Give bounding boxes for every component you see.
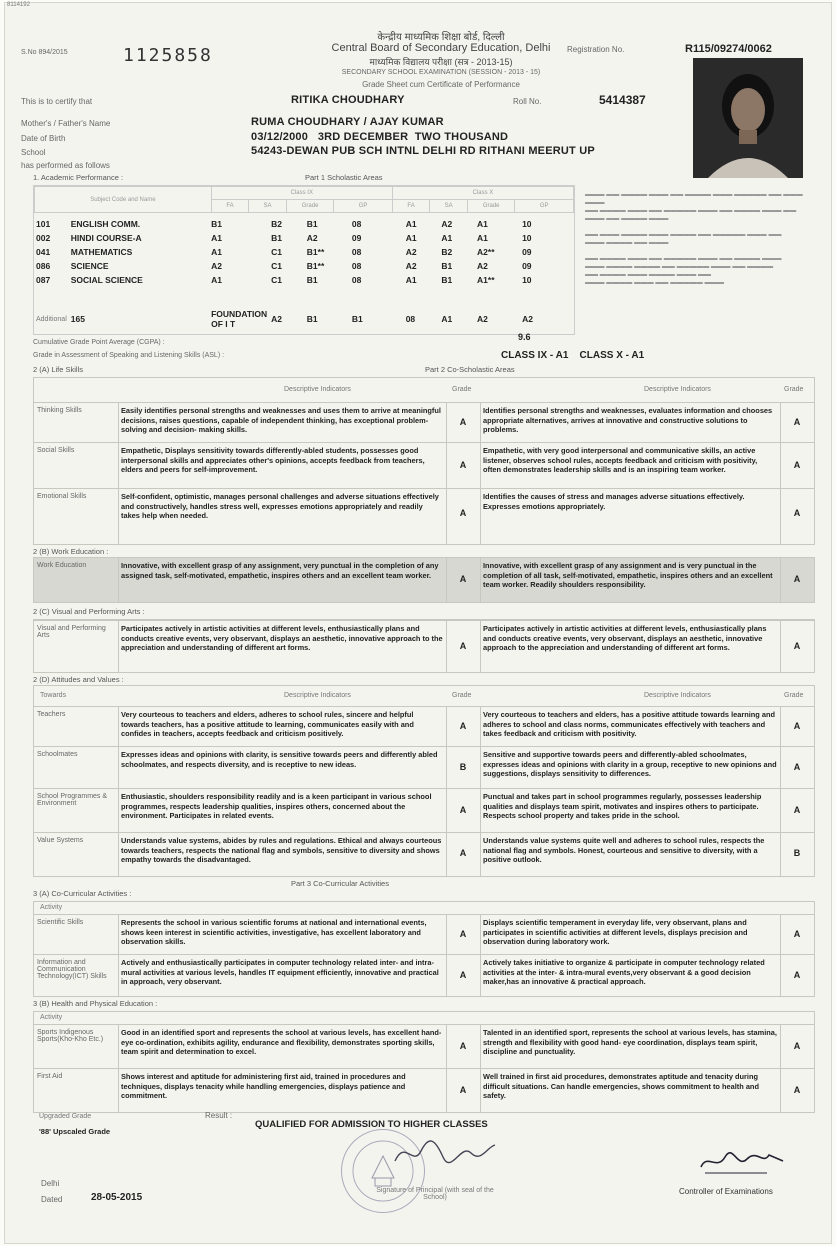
subject-g10a: A1 xyxy=(405,275,417,285)
subject-code: 041 xyxy=(36,247,51,257)
class9-indicator: Participates actively in artistic activities at different levels, enthusiastically plans and conducts creative events, very observant, displays an aesthetic, innovative approach to the appreciation and understanding of different art forms. xyxy=(121,624,443,652)
column-divider xyxy=(446,1024,447,1112)
attitudes-header xyxy=(34,686,814,707)
subject-gp9: 08 xyxy=(351,275,362,285)
class9-indicator: Easily identifies personal strengths and weaknesses and uses them to arrive at meaningful decisions, raises questions, capable of independent thinking, has exceptional problem- solving and decision- making skills. xyxy=(121,406,441,434)
additional-g9c: B1 xyxy=(351,314,363,324)
class10-indicator: Punctual and takes part in school programmes regularly, possesses leadership qualities and displays team spirit, motivates and inspires others to participate. Respects school property and takes pride in the school. xyxy=(483,792,762,820)
column-divider xyxy=(118,1024,119,1112)
upgraded-label: Upgraded Grade xyxy=(39,1113,92,1120)
upgraded-note: '88' Upscaled Grade xyxy=(39,1127,111,1136)
att-grade-header-9: Grade xyxy=(452,692,472,699)
additional-gp9: 08 xyxy=(405,314,416,324)
class9-grade: A xyxy=(459,574,467,584)
school-label: School xyxy=(21,148,46,157)
asl-grade: CLASS IX - A1 CLASS X - A1 xyxy=(501,350,645,361)
class10-grade: A xyxy=(793,574,801,584)
row-label: Social Skills xyxy=(37,447,75,454)
subject-name: SCIENCE xyxy=(70,261,109,271)
subject-gp10: 10 xyxy=(522,275,532,285)
serial-label: S.No 894/2015 xyxy=(21,49,68,56)
descriptor-row xyxy=(34,488,814,539)
subject-g10c: A2 xyxy=(477,261,488,271)
roll-label: Roll No. xyxy=(513,97,542,106)
class10-indicator: Actively takes initiative to organize & participate in computer technology related activities at the inter- & intra-mural events,very observant & a good decision maker,has an innovative & practical approach. xyxy=(483,958,765,986)
column-divider xyxy=(118,402,119,544)
column-divider xyxy=(480,1024,481,1112)
class9-indicator: Very courteous to teachers and elders, adheres to school rules, sincere and helpful towards teachers, has a positive attitude to learning, communicates easily with and confides in teachers, accepts feedback and criticism positively. xyxy=(121,710,414,738)
descriptor-row xyxy=(34,402,814,443)
exam-name-hindi: माध्यमिक विद्यालय परीक्षा (सत्र - 2013-15) xyxy=(369,57,513,67)
roll-number: 5414387 xyxy=(599,93,646,107)
part3-title: Part 3 Co-Curricular Activities xyxy=(291,879,389,888)
subject-code: 087 xyxy=(36,275,51,285)
additional-row xyxy=(34,309,574,329)
column-divider xyxy=(446,620,447,672)
att-grade-header-10: Grade xyxy=(784,692,804,699)
row-label: Scientific Skills xyxy=(37,919,84,926)
class10-grade: A xyxy=(793,929,801,939)
class10-header: Class X xyxy=(392,187,573,200)
row-label: Visual and Performing Arts xyxy=(37,625,106,639)
certify-label: This is to certify that xyxy=(21,97,93,106)
subject-g10a: A2 xyxy=(405,247,417,257)
additional-g9b: B1 xyxy=(306,314,318,324)
date-label: Dated xyxy=(41,1195,63,1204)
column-divider xyxy=(480,402,481,544)
registration-number: R115/09274/0062 xyxy=(685,43,772,55)
descriptor-row xyxy=(34,746,814,789)
column-divider xyxy=(118,706,119,876)
class9-indicator: Actively and enthusiastically participates in computer technology related inter- and intra-mural activities at various levels, handles IT equipment efficiently, innovative and practical in approach, very observant. xyxy=(121,958,439,986)
column-divider xyxy=(446,914,447,996)
subject-gp10: 10 xyxy=(522,219,532,229)
board-name: Central Board of Secondary Education, Delhi xyxy=(331,42,551,54)
work-education-label: 2 (B) Work Education : xyxy=(33,547,109,556)
grading-notes: ▬▬▬ ▬▬ ▬▬▬▬ ▬▬▬ ▬▬ ▬▬▬▬ ▬▬▬ ▬▬▬▬▬ ▬▬ ▬▬▬ ▬▬▬ ▬▬ ▬▬▬▬ ▬▬▬ ▬▬ ▬▬▬▬▬ ▬▬▬ ▬▬ ▬▬▬▬ ▬▬▬ ▬▬ ▬▬▬ ▬▬ ▬▬▬▬ ▬▬▬ ▬▬ ▬▬▬ ▬▬▬▬ ▬▬▬ ▬▬▬▬ ▬▬ ▬▬▬▬▬ ▬▬▬ ▬▬ ▬▬▬ ▬▬▬▬ ▬▬ ▬▬▬ ▬▬ ▬▬▬▬ ▬▬▬ ▬▬ ▬▬▬▬▬ ▬▬▬ ▬▬ ▬▬▬▬ ▬▬▬ ▬▬▬ ▬▬▬▬ ▬▬▬▬ ▬▬ ▬▬▬▬▬ ▬▬▬ ▬▬ ▬▬▬▬ ▬▬ ▬▬▬▬ ▬▬▬ ▬▬▬▬ ▬▬▬ ▬▬ ▬▬▬ ▬▬▬▬ ▬▬▬ ▬▬ ▬▬▬▬▬ ▬▬▬ xyxy=(585,191,803,286)
towards-header: Towards xyxy=(40,692,67,699)
class10-indicator: Very courteous to teachers and elders, has a positive attitude towards learning and adheres to school and class norms, communicates effectively with teachers and takes feedback and criticism with positivity. xyxy=(483,710,776,738)
subject-g9b: C1 xyxy=(271,275,283,285)
subject-g9c: B1** xyxy=(306,247,325,257)
subject-row xyxy=(34,259,574,273)
cgpa-value: 9.6 xyxy=(518,332,531,342)
spacer-row xyxy=(34,287,574,309)
subject-g9b: C1 xyxy=(271,261,283,271)
class10-indicator: Sensitive and supportive towards peers and differently-abled schoolmates, expresses ideas and opinions with clarity in a group, receptive to new opinions and suggestions, displays sensitivity to differences. xyxy=(483,750,777,778)
subject-name: MATHEMATICS xyxy=(70,247,133,257)
class9-indicator: Good in an identified sport and represents the school at various levels, has excellent hand-eye co-ordination, exhibits agility, endurance and flexibility, demonstrates sporting skills, team spirit and determination to excel. xyxy=(121,1028,442,1056)
subject-g9a: A1 xyxy=(211,247,222,257)
performance-label: has performed as follows xyxy=(21,161,110,170)
subject-g9b: C1 xyxy=(271,247,283,257)
subject-g9a: B1 xyxy=(211,219,222,229)
subject-gp10: 10 xyxy=(522,233,532,243)
class9-grade: A xyxy=(459,641,467,651)
class10-indicator: Talented in an identified sport, represents the school at various levels, has stamina, strength and flexibility with good hand- eye coordination, displays team spirit, discipline and punctuality. xyxy=(483,1028,777,1056)
additional-name: FOUNDATION OF I T xyxy=(211,309,268,329)
principal-signature xyxy=(391,1133,501,1178)
controller-signature xyxy=(697,1143,787,1184)
life-skills-label: 2 (A) Life Skills xyxy=(33,365,84,374)
additional-g10c: A2 xyxy=(522,314,533,324)
class9-grade: A xyxy=(459,721,467,731)
subject-g10a: A2 xyxy=(405,261,417,271)
class10-indicator: Well trained in first aid procedures, demonstrates aptitude and tenacity during difficult situations. Can handle emergencies, shows commitment to health and safety. xyxy=(483,1072,759,1100)
subject-gp9: 08 xyxy=(351,247,362,257)
class9-indicator: Innovative, with excellent grasp of any assignment, very punctual in the completion of any assigned task, self-motivated, empathetic, inspires others and an excellent team worker. xyxy=(121,561,439,580)
attitudes-label: 2 (D) Attitudes and Values : xyxy=(33,675,124,684)
column-divider xyxy=(446,402,447,544)
descriptor-row xyxy=(34,1068,814,1113)
parents-name: RUMA CHOUDHARY / AJAY KUMAR xyxy=(251,116,444,128)
class10-grade: A xyxy=(793,805,801,815)
candidate-name: RITIKA CHOUDHARY xyxy=(291,94,405,106)
subject-code: 002 xyxy=(36,233,51,243)
att-desc-header-10: Descriptive Indicators xyxy=(644,692,711,699)
subject-name: ENGLISH COMM. xyxy=(70,219,141,229)
subject-g9a: A2 xyxy=(211,261,222,271)
corner-code: 8114192 xyxy=(7,2,30,8)
subject-row xyxy=(34,231,574,245)
class9-indicator: Empathetic, Displays sensitivity towards differently-abled students, possesses good interpersonal skills and appreciates other's opinions, accepts feedback from teachers, elders and peers for self-improvement. xyxy=(121,446,425,474)
column-divider xyxy=(446,558,447,602)
subject-g10c: A1 xyxy=(477,219,488,229)
subject-gp9: 08 xyxy=(351,219,362,229)
row-label: Teachers xyxy=(37,711,66,718)
desc-header-9: Descriptive Indicators xyxy=(284,386,351,393)
controller-label: Controller of Examinations xyxy=(679,1187,773,1196)
subject-name: HINDI COURSE-A xyxy=(70,233,142,243)
visual-arts-label: 2 (C) Visual and Performing Arts : xyxy=(33,607,145,616)
board-name-hindi: केन्द्रीय माध्यमिक शिक्षा बोर्ड, दिल्ली xyxy=(377,32,505,43)
class9-grade: A xyxy=(459,508,467,518)
class10-grade: A xyxy=(793,508,801,518)
descriptor-row xyxy=(34,914,814,955)
cocurricular-label: 3 (A) Co-Curricular Activities : xyxy=(33,889,132,898)
class9-grade: A xyxy=(459,805,467,815)
asl-label: Grade in Assessment of Speaking and Listening Skills (ASL) : xyxy=(33,352,225,359)
row-label: Information and Communication Technology(ICT) Skills xyxy=(37,959,107,980)
descriptor-row xyxy=(34,954,814,997)
column-divider xyxy=(780,914,781,996)
subject-g10b: B1 xyxy=(441,275,453,285)
class10-grade: B xyxy=(793,848,801,858)
class9-indicator: Understands value systems, abides by rules and regulations. Ethical and always courteous towards teachers, respects the national flag and symbols, sensitive to diversity and shows empathy towards the disadvantaged. xyxy=(121,836,442,864)
column-divider xyxy=(780,620,781,672)
grade-header-10: Grade xyxy=(784,386,804,393)
additional-name: 165 xyxy=(70,314,85,324)
desc-header-10: Descriptive Indicators xyxy=(644,386,711,393)
subject-g10a: A1 xyxy=(405,219,417,229)
class9-grade: B xyxy=(459,762,467,772)
class10-indicator: Understands value systems quite well and adheres to school rules, respects the national flag and symbols. Honest, courteous and sensitive to diversity, with a positive outlook. xyxy=(483,836,765,864)
subject-g9c: B1 xyxy=(306,219,318,229)
column-divider xyxy=(480,706,481,876)
registration-label: Registration No. xyxy=(567,45,625,54)
descriptor-row xyxy=(34,1024,814,1069)
column-divider xyxy=(480,914,481,996)
grade-header-9: Grade xyxy=(452,386,472,393)
subject-code: 086 xyxy=(36,261,51,271)
descriptor-row xyxy=(34,706,814,747)
subject-g9c: B1 xyxy=(306,275,318,285)
class10-grade: A xyxy=(793,1041,801,1051)
column-divider xyxy=(780,558,781,602)
class10-grade: A xyxy=(793,1085,801,1095)
additional-label: Additional xyxy=(36,315,67,323)
additional-g9a: A2 xyxy=(271,314,283,324)
health-table xyxy=(33,1011,815,1113)
descriptor-row xyxy=(34,620,814,673)
row-label: School Programmes & Environment xyxy=(37,793,108,807)
part1-title: Part 1 Scholastic Areas xyxy=(305,173,383,182)
cocurricular-table xyxy=(33,901,815,997)
subject-g10b: A1 xyxy=(441,233,453,243)
row-label: Emotional Skills xyxy=(37,493,87,500)
class9-header: Class IX xyxy=(211,187,392,200)
descriptor-row xyxy=(34,832,814,875)
column-divider xyxy=(480,620,481,672)
candidate-photo xyxy=(693,58,803,178)
class10-indicator: Participates actively in artistic activities at different levels, enthusiastically plans and conducts creative events, very observant, displays an aesthetic, innovative approach to the appreciation and understanding of different art forms. xyxy=(483,624,767,652)
part2-title: Part 2 Co-Scholastic Areas xyxy=(425,365,515,374)
column-divider xyxy=(118,914,119,996)
subject-gp10: 09 xyxy=(522,247,532,257)
subject-code: 101 xyxy=(36,219,51,229)
subject-name: SOCIAL SCIENCE xyxy=(70,275,143,285)
class10-grade: A xyxy=(793,641,801,651)
subject-g9c: A2 xyxy=(306,233,318,243)
health-label: 3 (B) Health and Physical Education : xyxy=(33,999,158,1008)
class9-grade: A xyxy=(459,929,467,939)
result-value: QUALIFIED FOR ADMISSION TO HIGHER CLASSES xyxy=(255,1119,488,1130)
subject-g10c: A1 xyxy=(477,233,488,243)
subject-g10b: B1 xyxy=(441,261,453,271)
subject-g10b: B2 xyxy=(441,247,453,257)
class9-indicator: Enthusiastic, shoulders responsibility readily and is a keen participant in various school programmes, respects leadership qualities, inspires others, concerned about the environment. Participates in related events. xyxy=(121,792,432,820)
column-divider xyxy=(118,558,119,602)
date-of-birth: 03/12/2000 3RD DECEMBER TWO THOUSAND xyxy=(251,131,509,143)
column-divider xyxy=(118,620,119,672)
class9-indicator: Expresses ideas and opinions with clarity, is sensitive towards peers and differently abled schoolmates, and respects diversity, and is receptive to new ideas. xyxy=(121,750,438,769)
subject-row xyxy=(34,273,574,287)
dob-label: Date of Birth xyxy=(21,134,66,143)
class9-grade: A xyxy=(459,460,467,470)
subject-g10a: A1 xyxy=(405,233,417,243)
place-label: Delhi xyxy=(41,1179,60,1188)
subject-header: Subject Code and Name xyxy=(35,187,212,213)
class10-indicator: Empathetic, with very good interpersonal and communicative skills, an active listener, observes school rules, accepts feedback and criticism with positivity, often demonstrates leadership skills and is an inspiring team worker. xyxy=(483,446,758,474)
class10-grade: A xyxy=(793,417,801,427)
class10-grade: A xyxy=(793,460,801,470)
additional-g10a: A1 xyxy=(441,314,453,324)
subject-g10b: A2 xyxy=(441,219,453,229)
class9-indicator: Self-confident, optimistic, manages personal challenges and adverse situations effectively and constructively, handles stress well, expresses emotions appropriately and readily takes help when needed. xyxy=(121,492,439,520)
class9-grade: A xyxy=(459,417,467,427)
academic-performance-label: 1. Academic Performance : xyxy=(33,173,124,182)
class10-grade: A xyxy=(793,970,801,980)
class10-indicator: Identifies personal strengths and weaknesses, evaluates information and chooses appropriate alternatives, arrives at innovative and constructive solutions to problems. xyxy=(483,406,773,434)
marks-table: Subject Code and Name Class IX Class X FA SA Grade GP FA SA Grade GP 101 ENGLISH COMM. B1 B2 B1 08 A1 A2 A1 10 002 HINDI COURSE-A A1 B1 A2 09 A1 A1 A1 10 041 MATHEMATICS A1 C1 B1** 08 A2 B2 A2** 09 086 SCIENCE A2 C1 B1** 08 A2 B1 A2 09 087 SOCIAL SCIENCE A1 C1 B1 08 A1 B1 A1** 10 Additional 165 FOUNDATION OF I T A2 B1 B1 08 A1 A2 A2 xyxy=(33,185,575,335)
column-divider xyxy=(780,1024,781,1112)
descriptor-row xyxy=(34,788,814,833)
row-label: Sports Indigenous Sports(Kho-Kho Etc.) xyxy=(37,1029,104,1043)
subject-row xyxy=(34,245,574,259)
grade-sheet-certificate xyxy=(4,2,832,1244)
exam-name: SECONDARY SCHOOL EXAMINATION (SESSION - 2013 - 15) xyxy=(341,69,541,76)
life-skills-table xyxy=(33,377,815,545)
attitudes-table xyxy=(33,685,815,877)
activity-header: Activity xyxy=(40,904,63,911)
class9-indicator: Represents the school in various scientific forums at national and international events, shows keen interest in scientific activities, investigative, has excellent laboratory and observation skills. xyxy=(121,918,427,946)
cgpa-label: Cumulative Grade Point Average (CGPA) : xyxy=(33,339,165,346)
issue-date: 28-05-2015 xyxy=(91,1192,143,1203)
row-label: Work Education xyxy=(37,562,87,569)
result-label: Result : xyxy=(205,1111,233,1120)
certificate-title: Grade Sheet cum Certificate of Performance xyxy=(362,80,520,89)
health-activity-header: Activity xyxy=(40,1014,63,1021)
column-divider xyxy=(780,706,781,876)
row-label: Schoolmates xyxy=(37,751,78,758)
column-divider xyxy=(780,402,781,544)
subject-gp9: 09 xyxy=(351,233,362,243)
principal-label: Signature of Principal (with seal of the School) xyxy=(376,1187,494,1201)
subject-g9a: A1 xyxy=(211,275,222,285)
subject-g9c: B1** xyxy=(306,261,325,271)
class9-grade: A xyxy=(459,970,467,980)
class10-indicator: Displays scientific temperament in everyday life, very observant, plans and participates in scientific activities at different levels, displays precision and observation during laboratory work. xyxy=(483,918,748,946)
descriptor-row xyxy=(34,442,814,489)
subject-g9b: B1 xyxy=(271,233,283,243)
subject-gp10: 09 xyxy=(522,261,532,271)
life-skills-header xyxy=(34,378,814,403)
work-education-table xyxy=(33,557,815,603)
school-name: 54243-DEWAN PUB SCH INTNL DELHI RD RITHANI MEERUT UP xyxy=(251,145,595,157)
row-label: Value Systems xyxy=(37,837,84,844)
class9-grade: A xyxy=(459,848,467,858)
parents-label: Mother's / Father's Name xyxy=(21,119,111,128)
subject-g9a: A1 xyxy=(211,233,222,243)
class10-grade: A xyxy=(793,762,801,772)
serial-number: 1125858 xyxy=(123,45,213,66)
row-label: Thinking Skills xyxy=(37,407,82,414)
class9-grade: A xyxy=(459,1041,467,1051)
visual-arts-table xyxy=(33,619,815,673)
additional-g10b: A2 xyxy=(477,314,488,324)
class9-grade: A xyxy=(459,1085,467,1095)
column-divider xyxy=(480,558,481,602)
class10-indicator: Identifies the causes of stress and manages adverse situations effectively. Expresses emotions appropriately. xyxy=(483,492,745,511)
att-desc-header-9: Descriptive Indicators xyxy=(284,692,351,699)
subject-gp9: 08 xyxy=(351,261,362,271)
descriptor-row xyxy=(34,558,814,602)
column-divider xyxy=(446,706,447,876)
class9-indicator: Shows interest and aptitude for administering first aid, trained in procedures and techniques, displays tenacity while handling emergencies, displays patience and commitment. xyxy=(121,1072,406,1100)
class10-indicator: Innovative, with excellent grasp of any assignment and is very punctual in the completion of all task, self-motivated, empathetic, inspires others and an excellent team worker. Readily shoulders responsibility. xyxy=(483,561,773,589)
subject-g10c: A1** xyxy=(477,275,495,285)
subject-g10c: A2** xyxy=(477,247,495,257)
subject-row xyxy=(34,217,574,231)
class10-grade: A xyxy=(793,721,801,731)
row-label: First Aid xyxy=(37,1073,63,1080)
subject-g9b: B2 xyxy=(271,219,283,229)
